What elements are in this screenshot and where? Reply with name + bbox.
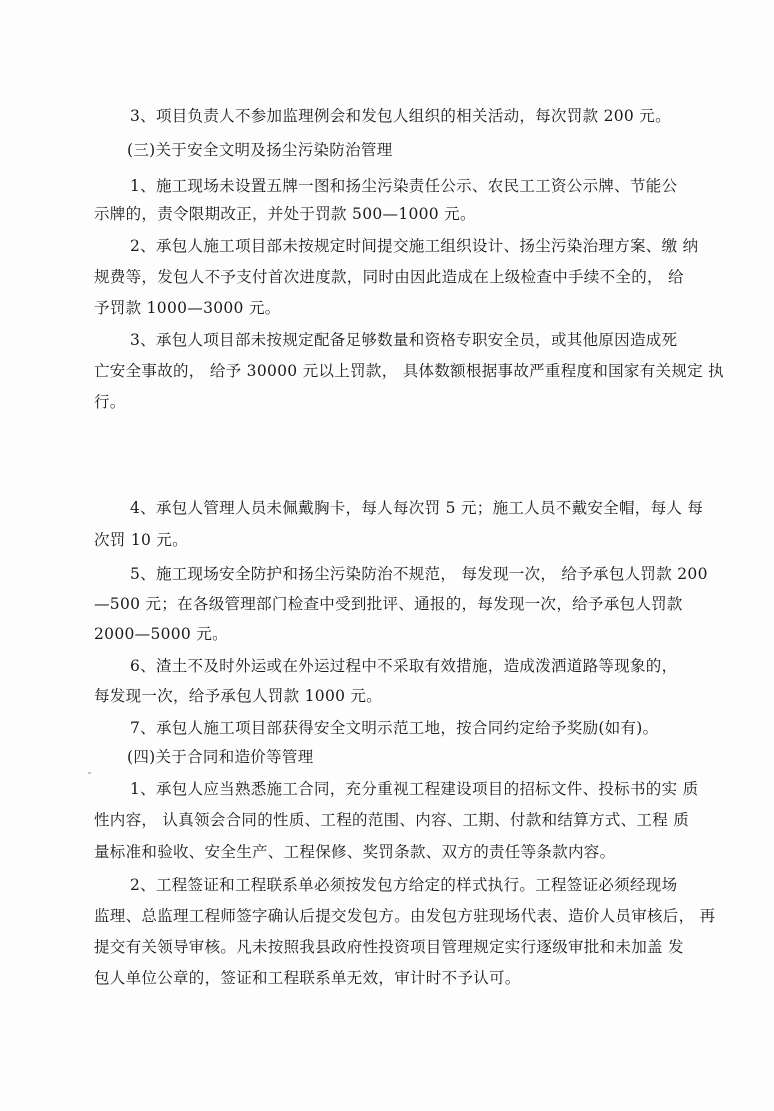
text-line: 示牌的，责令限期改正，并处于罚款 500—1000 元。	[94, 205, 476, 223]
text-line: 4、承包人管理人员未佩戴胸卡，每人每次罚 5 元；施工人员不戴安全帽，每人 每	[130, 499, 704, 517]
text-line: 每发现一次，给予承包人罚款 1000 元。	[94, 687, 383, 705]
text-line: 7、承包人施工项目部获得安全文明示范工地，按合同约定给予奖励(如有)。	[130, 719, 659, 737]
text-line: 监理、总监理工程师签字确认后提交发包方。由发包方驻现场代表、造价人员审核后， 再	[94, 907, 716, 925]
text-line: 规费等，发包人不予支付首次进度款，同时由因此造成在上级检查中手续不全的， 给	[94, 268, 684, 286]
text-line: 行。	[94, 393, 126, 411]
section-heading: (四)关于合同和造价等管理	[127, 748, 314, 766]
text-line: 5、施工现场安全防护和扬尘污染防治不规范， 每发现一次， 给予承包人罚款 200	[130, 565, 708, 583]
text-line: 予罚款 1000—3000 元。	[94, 299, 281, 317]
text-line: 亡安全事故的， 给予 30000 元以上罚款， 具体数额根据事故严重程度和国家有关规定 执	[94, 362, 724, 380]
text-line: 包人单位公章的，签证和工程联系单无效，审计时不予认可。	[94, 969, 521, 987]
scan-speck	[88, 772, 91, 774]
text-line: 2、工程签证和工程联系单必须按发包方给定的样式执行。工程签证必须经现场	[130, 876, 678, 894]
text-line: —500 元；在各级管理部门检查中受到批评、通报的，每发现一次，给予承包人罚款	[94, 595, 683, 613]
text-line: 1、承包人应当熟悉施工合同，充分重视工程建设项目的招标文件、投标书的实 质	[130, 780, 699, 798]
text-line: 6、渣土不及时外运或在外运过程中不采取有效措施，造成泼洒道路等现象的，	[130, 657, 678, 675]
section-heading: (三)关于安全文明及扬尘污染防治管理	[127, 141, 393, 159]
text-line: 提交有关领导审核。凡未按照我县政府性投资项目管理规定实行逐级审批和未加盖 发	[94, 938, 684, 956]
text-line: 3、承包人项目部未按规定配备足够数量和资格专职安全员，或其他原因造成死	[130, 331, 678, 349]
text-line: 量标准和验收、安全生产、工程保修、奖罚条款、双方的责任等条款内容。	[94, 843, 616, 861]
text-line: 3、项目负责人不参加监理例会和发包人组织的相关活动，每次罚款 200 元。	[130, 107, 671, 125]
text-line: 性内容， 认真领会合同的性质、工程的范围、内容、工期、付款和结算方式、工程 质	[94, 811, 690, 829]
text-line: 次罚 10 元。	[94, 531, 188, 549]
text-line: 2、承包人施工项目部未按规定时间提交施工组织设计、扬尘污染治理方案、缴 纳	[130, 237, 699, 255]
text-line: 2000—5000 元。	[94, 625, 228, 643]
text-line: 1、施工现场未设置五牌一图和扬尘污染责任公示、农民工工资公示牌、节能公	[130, 177, 678, 195]
